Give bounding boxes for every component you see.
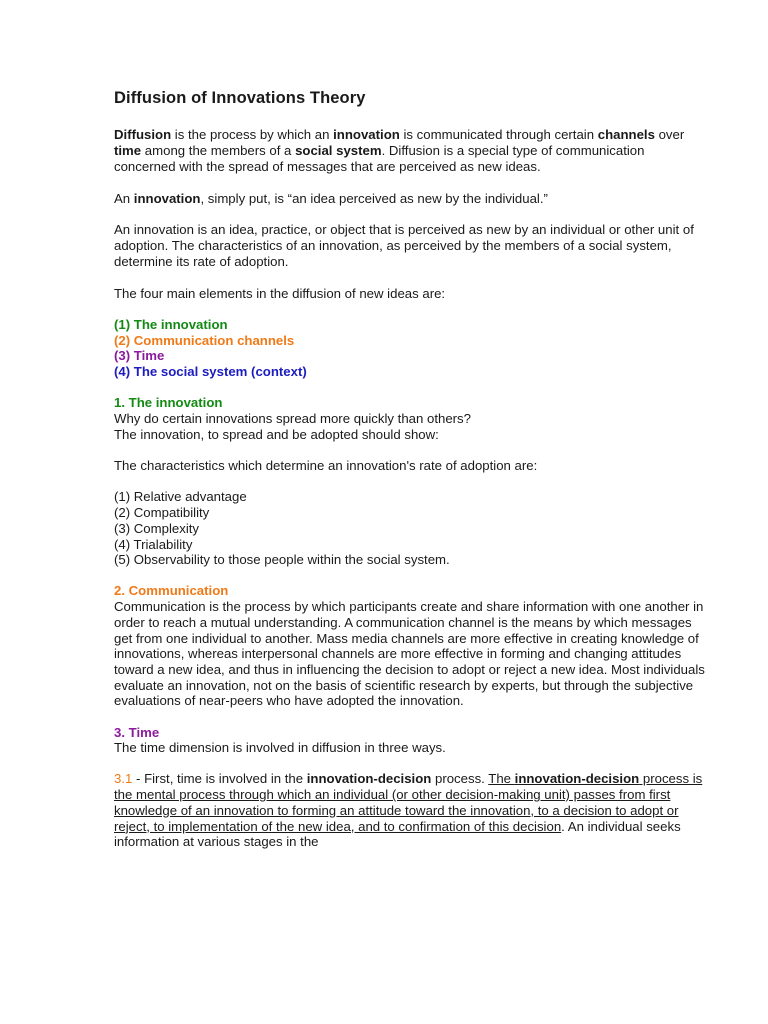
characteristics-intro: The characteristics which determine an innovation's rate of adoption are: — [114, 457, 538, 473]
elements-list — [114, 317, 708, 380]
term-channels: channels — [597, 127, 655, 142]
term-innovation: innovation — [333, 127, 400, 142]
characteristic-item: (4) Trialability — [114, 536, 193, 552]
intro-paragraph-definition: An innovation is an idea, practice, or object that is perceived as new by an individual or other unit of adoption. The characteristics of an innovation, as perceived by the members of a social system, determine its rate of adoption. — [114, 222, 694, 269]
section-heading-innovation: 1. The innovation — [114, 395, 223, 411]
intro-paragraph-innovation: An innovation, simply put, is “an idea perceived as new by the individual.” — [114, 190, 548, 206]
characteristic-item: (5) Observability to those people within the social system. — [114, 552, 450, 568]
intro-paragraph-diffusion: Diffusion is the process by which an innovation is communicated through certain channels over time among the members of a social system. Diffusion is a special type of communication concerned with the spread of messages that are perceived as new ideas. — [114, 127, 685, 174]
term-social-system: social system — [295, 143, 382, 158]
section-innovation-line-1: Why do certain innovations spread more quickly than others? — [114, 411, 471, 427]
subsection-number: 3.1 — [114, 771, 133, 787]
characteristic-item: (2) Compatibility — [114, 505, 210, 521]
term-innovation-decision: innovation-decision — [306, 771, 432, 787]
element-item-time: (3) Time — [114, 348, 165, 364]
term-time: time — [114, 143, 142, 158]
term-diffusion: Diffusion — [114, 127, 172, 142]
term-innovation-2: innovation — [133, 190, 201, 206]
characteristics-list — [114, 489, 708, 568]
section-heading-time: 3. Time — [114, 724, 160, 740]
section-communication-body: Communication is the process by which participants create and share information with one another in order to reach a mutual understanding. A communication channel is the means by which messages get from one individual to another. Mass media channels are more effective in creating knowledge of innovations, whereas interpersonal channels are more effective in forming and changing attitudes toward a new idea, and thus in influencing the decision to adopt or reject a new idea. Most individuals evaluate an innovation, not on the basis of scientific research by experts, but through the subjective evaluations of near-peers who have adopted the innovation. — [114, 599, 705, 709]
intro-paragraph-elements: The four main elements in the diffusion of new ideas are: — [114, 285, 446, 301]
element-item-communication: (2) Communication channels — [114, 332, 295, 348]
section-time-subsection-3-1: 3.1 - First, time is involved in the innovation-decision process. The innovation-decision process is the mental process through which an individual (or other decision-making unit) passes from first knowledge of an innovation to forming an attitude toward the innovation, to a decision to adopt or reject, to implementation of the new idea, and to confirmation of this decision. An individual seeks information at various stages in the — [114, 771, 703, 850]
section-time — [114, 725, 708, 756]
section-innovation-line-2: The innovation, to spread and be adopted should show: — [114, 426, 439, 442]
section-heading-communication: 2. Communication — [114, 583, 229, 599]
section-communication — [114, 583, 708, 709]
element-item-innovation: (1) The innovation — [114, 317, 228, 332]
underlined-definition: The innovation-decision process is the mental process through which an individual (or other decision-making unit) passes from first knowledge of an innovation to forming an attitude toward the innovation, to a decision to adopt or reject, to implementation of the new idea, and to confirmation of this decision — [114, 771, 703, 834]
page-title: Diffusion of Innovations Theory — [114, 89, 366, 107]
characteristic-item: (3) Complexity — [114, 520, 200, 536]
section-innovation — [114, 395, 708, 442]
characteristic-item: (1) Relative advantage — [114, 489, 247, 505]
section-time-line-1: The time dimension is involved in diffusion in three ways. — [114, 740, 446, 756]
element-item-social-system: (4) The social system (context) — [114, 364, 307, 380]
